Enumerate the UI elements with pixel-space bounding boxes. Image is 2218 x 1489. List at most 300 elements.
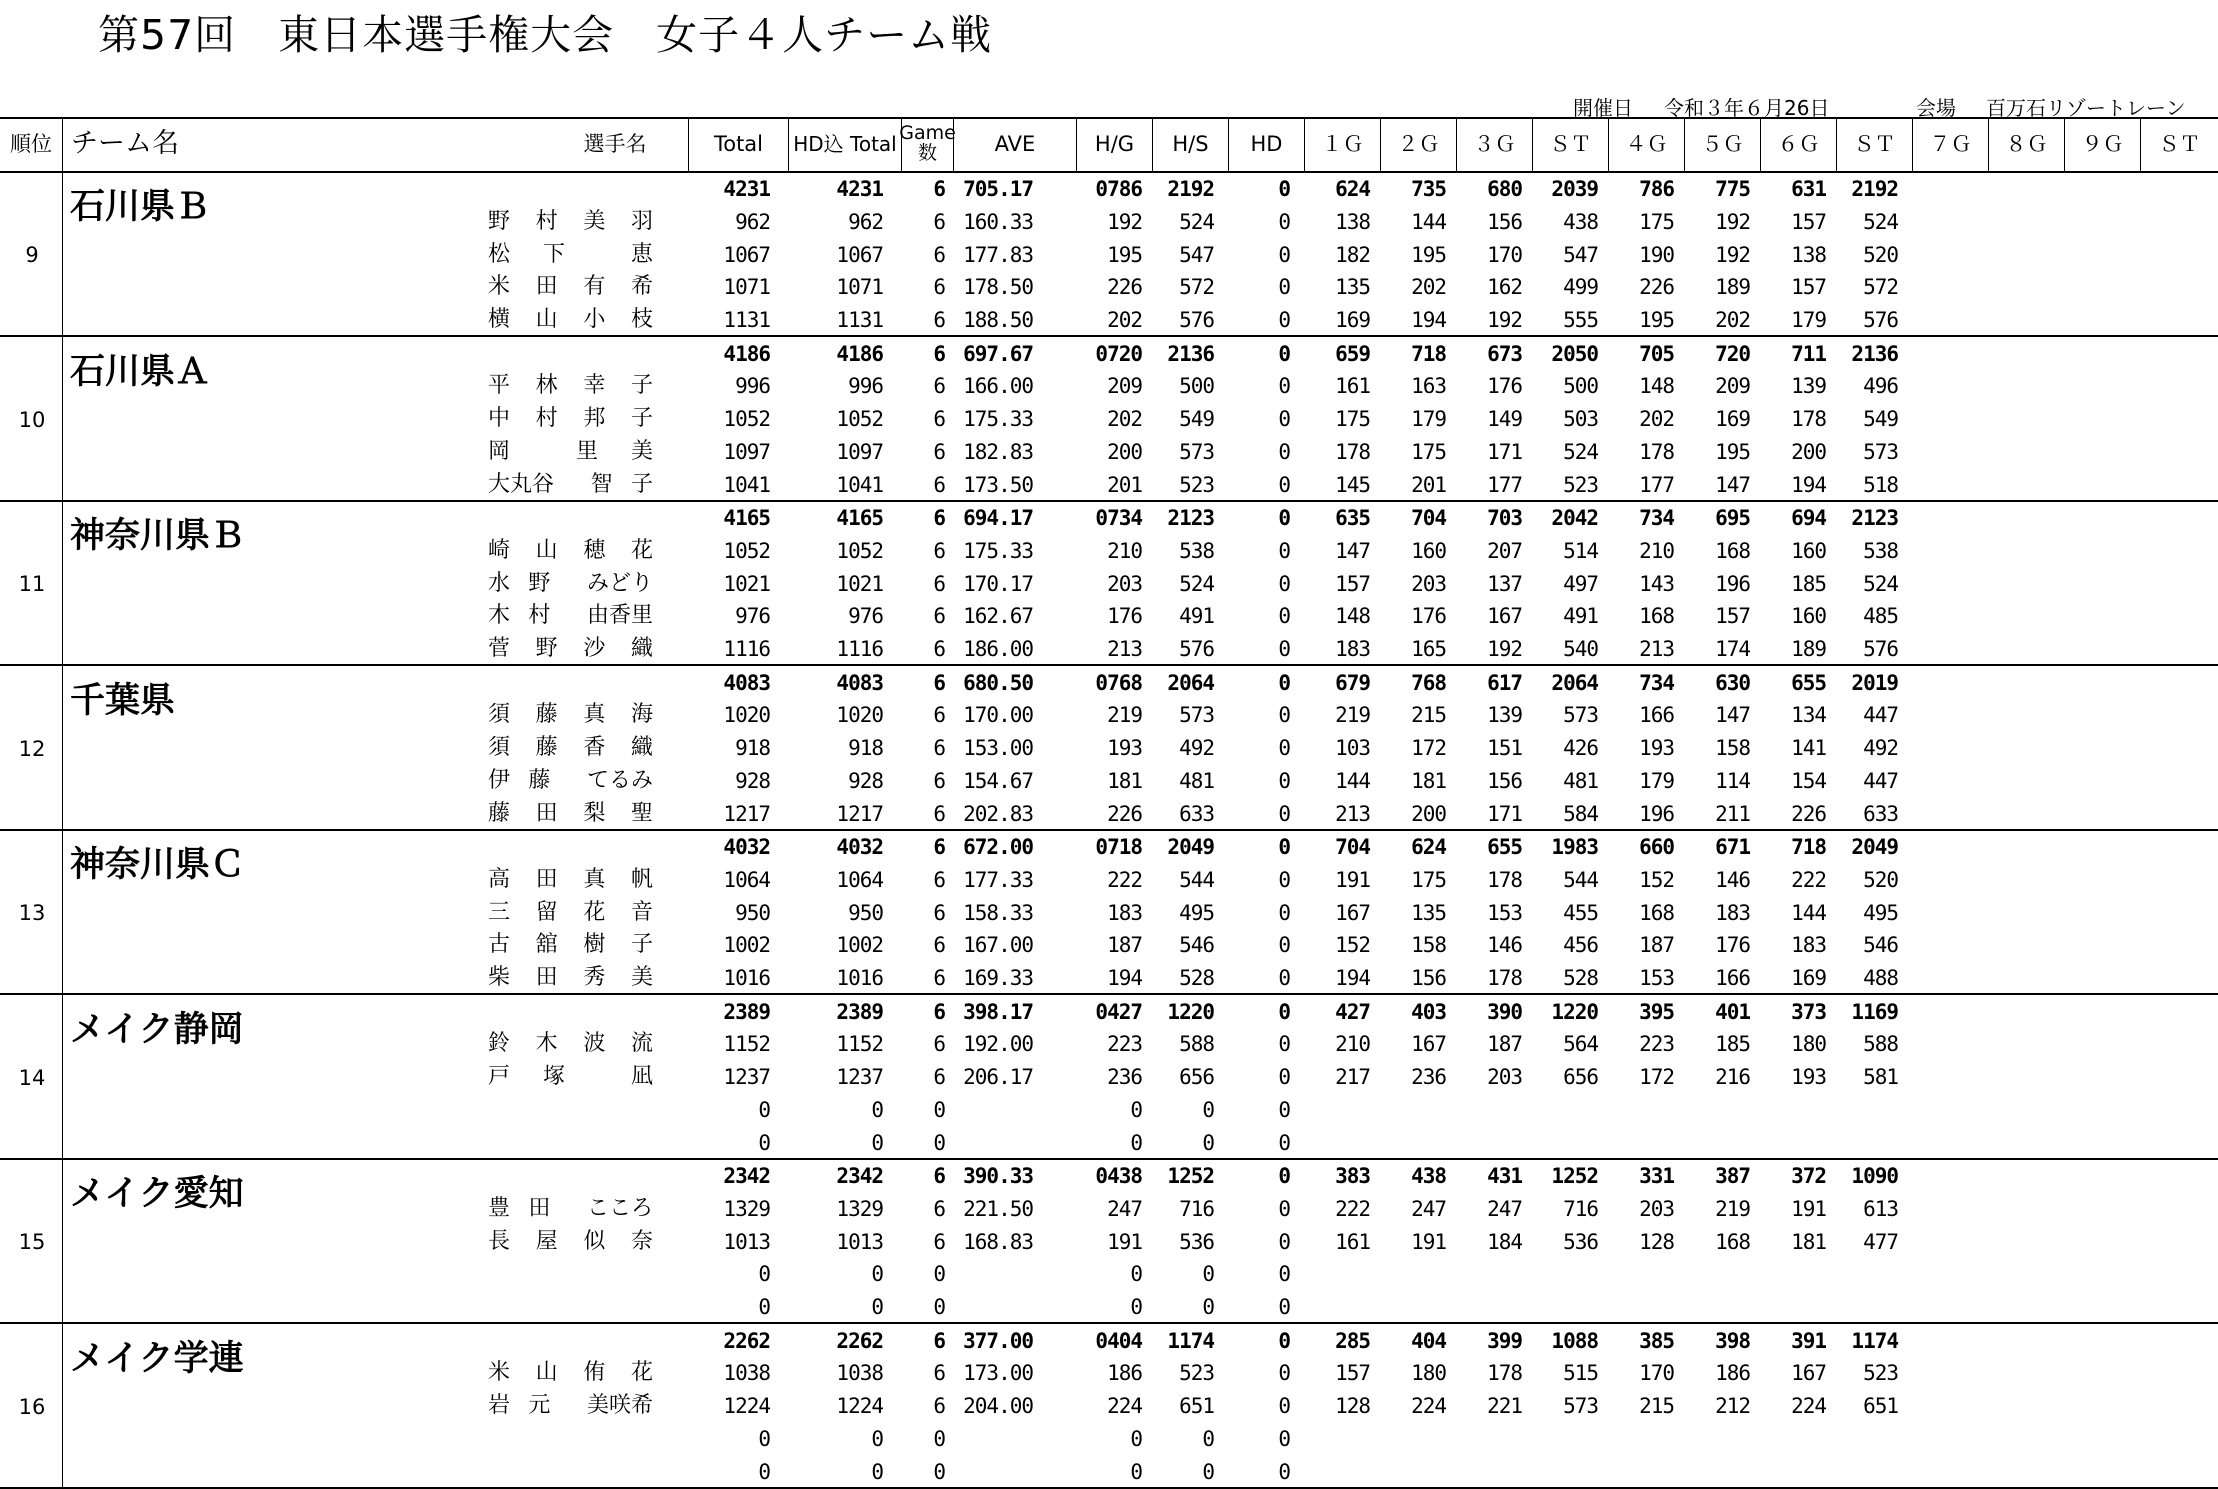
score-cell: 431 — [1487, 1164, 1522, 1188]
score-cell: 6 — [933, 341, 945, 366]
score-cell: 247 — [1487, 1196, 1522, 1221]
score-cell: 215 — [1411, 703, 1446, 728]
score-cell: 0 — [933, 1097, 945, 1122]
score-cell: 187 — [1107, 933, 1142, 958]
score-cell: 1021 — [723, 571, 770, 596]
team-total-row — [0, 1325, 2218, 1357]
score-cell: 0 — [1278, 703, 1290, 728]
player-name-part: 邦 — [583, 406, 606, 432]
header-hd: HD — [1228, 117, 1304, 171]
score-cell: 161 — [1335, 1229, 1370, 1254]
score-cell: 1071 — [836, 275, 883, 300]
score-cell: 703 — [1487, 506, 1522, 530]
score-cell: 0 — [1278, 736, 1290, 761]
score-cell: 171 — [1487, 439, 1522, 464]
score-cell: 178 — [1487, 966, 1522, 991]
score-cell: 576 — [1179, 637, 1214, 662]
player-name-part: 希 — [630, 274, 653, 300]
score-cell: 0 — [1278, 933, 1290, 958]
score-cell: 962 — [848, 209, 883, 234]
score-cell: 203 — [1411, 571, 1446, 596]
player-row — [0, 1127, 2218, 1159]
score-cell: 390 — [1487, 999, 1522, 1024]
score-cell: 1237 — [723, 1065, 770, 1090]
score-cell: 4231 — [836, 177, 883, 201]
score-cell: 495 — [1179, 900, 1214, 925]
score-cell: 2136 — [1167, 341, 1214, 366]
score-cell: 0 — [1278, 571, 1290, 596]
score-cell: 633 — [1863, 801, 1898, 826]
score-cell: 390.33 — [963, 1164, 1033, 1188]
score-cell: 1002 — [836, 933, 883, 958]
player-name-part: 田 — [528, 1195, 551, 1221]
score-cell: 1041 — [836, 472, 883, 497]
score-cell: 373 — [1791, 999, 1826, 1024]
score-cell: 179 — [1639, 768, 1674, 793]
score-cell: 503 — [1563, 407, 1598, 432]
score-cell: 219 — [1715, 1196, 1750, 1221]
score-cell: 524 — [1863, 209, 1898, 234]
player-name-part: 美 — [630, 438, 653, 464]
player-name-part: 侑 — [583, 1360, 606, 1386]
player-name-part: 元 — [528, 1393, 551, 1419]
score-cell: 976 — [735, 604, 770, 629]
score-cell: 0 — [1278, 374, 1290, 399]
player-name-part: 田 — [535, 274, 558, 300]
team-total-row — [0, 667, 2218, 699]
score-cell: 192 — [1715, 242, 1750, 267]
score-cell: 174 — [1715, 637, 1750, 662]
player-name-part: 藤 — [488, 800, 511, 826]
player-row — [0, 732, 2218, 764]
score-cell: 165 — [1411, 637, 1446, 662]
score-cell: 680 — [1487, 177, 1522, 201]
score-cell: 383 — [1335, 1164, 1370, 1188]
score-cell: 635 — [1335, 506, 1370, 530]
score-cell: 524 — [1863, 571, 1898, 596]
score-cell: 147 — [1715, 703, 1750, 728]
score-cell: 147 — [1335, 538, 1370, 563]
score-cell: 152 — [1335, 933, 1370, 958]
score-cell: 206.17 — [963, 1065, 1033, 1090]
score-cell: 572 — [1863, 275, 1898, 300]
score-cell: 950 — [848, 900, 883, 925]
player-name — [488, 699, 653, 731]
player-name-part: 古 — [488, 932, 511, 958]
player-name — [488, 436, 653, 468]
score-cell: 547 — [1179, 242, 1214, 267]
score-cell: 0 — [1202, 1295, 1214, 1320]
player-name-part: 屋 — [535, 1228, 558, 1254]
score-cell: 226 — [1639, 275, 1674, 300]
header-ave: AVE — [953, 117, 1076, 171]
score-cell: 1116 — [723, 637, 770, 662]
team-name: メイク愛知 — [70, 1174, 244, 1214]
score-cell: 6 — [933, 1394, 945, 1419]
player-name-part: 村 — [528, 603, 551, 629]
score-cell: 177.83 — [963, 242, 1033, 267]
player-name-part: 恵 — [630, 241, 653, 267]
team-block — [0, 667, 2218, 831]
score-cell: 500 — [1179, 374, 1214, 399]
score-cell: 0 — [1278, 1394, 1290, 1419]
score-cell: 0 — [871, 1459, 883, 1484]
score-cell: 491 — [1179, 604, 1214, 629]
score-cell: 182.83 — [963, 439, 1033, 464]
player-name-part: 藤 — [528, 767, 551, 793]
score-cell: 172 — [1639, 1065, 1674, 1090]
score-cell: 518 — [1863, 472, 1898, 497]
score-cell: 181 — [1791, 1229, 1826, 1254]
score-cell: 734 — [1639, 670, 1674, 695]
score-cell: 6 — [933, 407, 945, 432]
score-cell: 524 — [1563, 439, 1598, 464]
score-cell: 391 — [1791, 1328, 1826, 1353]
player-row — [0, 1258, 2218, 1290]
team-total-row — [0, 996, 2218, 1028]
player-name-part: 村 — [535, 208, 558, 234]
score-cell: 572 — [1179, 275, 1214, 300]
player-name-part: 子 — [630, 406, 653, 432]
score-cell: 4231 — [723, 177, 770, 201]
player-row — [0, 699, 2218, 731]
score-cell: 167.00 — [963, 933, 1033, 958]
team-total-row — [0, 502, 2218, 534]
score-cell: 6 — [933, 637, 945, 662]
score-cell: 6 — [933, 472, 945, 497]
player-name — [488, 864, 653, 896]
score-cell: 549 — [1179, 407, 1214, 432]
score-cell: 2019 — [1851, 670, 1898, 695]
score-cell: 576 — [1863, 637, 1898, 662]
score-cell: 633 — [1179, 801, 1214, 826]
score-cell: 202 — [1107, 407, 1142, 432]
score-cell: 0 — [871, 1130, 883, 1155]
score-cell: 0 — [1130, 1295, 1142, 1320]
score-cell: 186 — [1107, 1361, 1142, 1386]
score-cell: 187 — [1639, 933, 1674, 958]
score-cell: 1169 — [1851, 999, 1898, 1024]
score-cell: 210 — [1107, 538, 1142, 563]
score-cell: 0 — [1278, 1097, 1290, 1122]
score-cell: 2064 — [1551, 670, 1598, 695]
player-row — [0, 600, 2218, 632]
score-cell: 222 — [1791, 867, 1826, 892]
score-cell: 624 — [1411, 835, 1446, 859]
score-cell: 427 — [1335, 999, 1370, 1024]
score-cell: 195 — [1639, 308, 1674, 333]
score-cell: 0438 — [1095, 1164, 1142, 1188]
header-hs: H/S — [1152, 117, 1228, 171]
player-name-part: 塚 — [543, 1064, 566, 1090]
score-cell: 500 — [1563, 374, 1598, 399]
player-name-part: 穂 — [583, 537, 606, 563]
player-name — [488, 962, 653, 994]
score-cell: 138 — [1335, 209, 1370, 234]
player-name-part: 長 — [488, 1228, 511, 1254]
score-cell: 659 — [1335, 341, 1370, 366]
score-cell: 488 — [1863, 966, 1898, 991]
score-cell: 181 — [1107, 768, 1142, 793]
score-cell: 0 — [1278, 900, 1290, 925]
score-cell: 387 — [1715, 1164, 1750, 1188]
player-name-part: 大丸谷 — [488, 471, 555, 497]
score-cell: 219 — [1107, 703, 1142, 728]
player-name-part: 村 — [535, 406, 558, 432]
score-cell: 492 — [1863, 736, 1898, 761]
player-name — [488, 1193, 653, 1225]
player-name-part: 崎 — [488, 537, 511, 563]
score-cell: 403 — [1411, 999, 1446, 1024]
score-cell: 192.00 — [963, 1032, 1033, 1057]
score-cell: 1329 — [723, 1196, 770, 1221]
score-cell: 477 — [1863, 1229, 1898, 1254]
score-cell: 158 — [1715, 736, 1750, 761]
player-name-part: 子 — [630, 932, 653, 958]
score-cell: 178 — [1487, 1361, 1522, 1386]
score-cell: 538 — [1179, 538, 1214, 563]
score-cell: 786 — [1639, 177, 1674, 201]
header-hd-total: HD込 Total — [788, 117, 901, 171]
score-cell: 168 — [1639, 604, 1674, 629]
score-cell: 213 — [1639, 637, 1674, 662]
score-cell: 187 — [1487, 1032, 1522, 1057]
player-name-part: 流 — [630, 1031, 653, 1057]
score-cell: 0 — [1278, 177, 1290, 201]
score-cell: 573 — [1563, 703, 1598, 728]
score-cell: 0 — [1278, 768, 1290, 793]
header-g1: １Ｇ — [1304, 117, 1380, 171]
player-row — [0, 765, 2218, 797]
score-cell: 447 — [1863, 768, 1898, 793]
score-cell: 680.50 — [963, 670, 1033, 695]
score-cell: 0 — [871, 1295, 883, 1320]
score-cell: 0 — [1202, 1130, 1214, 1155]
player-name-part: 林 — [535, 373, 558, 399]
score-cell: 160 — [1791, 604, 1826, 629]
score-cell: 193 — [1791, 1065, 1826, 1090]
score-cell: 976 — [848, 604, 883, 629]
team-name: 千葉県 — [70, 680, 176, 721]
score-cell: 143 — [1639, 571, 1674, 596]
header-g6: ６Ｇ — [1760, 117, 1836, 171]
score-cell: 617 — [1487, 670, 1522, 695]
date-value: 令和３年６月26日 — [1664, 96, 1830, 120]
score-cell: 0 — [1278, 867, 1290, 892]
header-rank: 順位 — [10, 131, 52, 156]
score-cell: 175 — [1639, 209, 1674, 234]
score-cell: 996 — [735, 374, 770, 399]
score-cell: 2389 — [836, 999, 883, 1024]
player-name — [488, 403, 653, 435]
score-cell: 1252 — [1167, 1164, 1214, 1188]
score-cell: 0 — [1202, 1097, 1214, 1122]
player-name-part: 須 — [488, 735, 511, 761]
score-cell: 6 — [933, 571, 945, 596]
score-cell: 0 — [1278, 341, 1290, 366]
team-rank: 9 — [25, 243, 39, 267]
score-cell: 481 — [1563, 768, 1598, 793]
player-name-part: 由香里 — [586, 603, 653, 629]
player-name — [488, 271, 653, 303]
score-cell: 189 — [1791, 637, 1826, 662]
score-cell: 1064 — [836, 867, 883, 892]
player-name-part: 平 — [488, 373, 511, 399]
header-g9: ９Ｇ — [2064, 117, 2140, 171]
score-cell: 524 — [1179, 209, 1214, 234]
score-cell: 192 — [1487, 637, 1522, 662]
score-cell: 928 — [848, 768, 883, 793]
score-cell: 540 — [1563, 637, 1598, 662]
header-total: Total — [688, 117, 788, 171]
score-cell: 1152 — [836, 1032, 883, 1057]
score-cell: 705.17 — [963, 177, 1033, 201]
score-cell: 4032 — [836, 835, 883, 859]
score-cell: 6 — [933, 1328, 945, 1353]
score-cell: 160.33 — [963, 209, 1033, 234]
score-cell: 656 — [1563, 1065, 1598, 1090]
score-cell: 0 — [1278, 999, 1290, 1024]
header-g2: ２Ｇ — [1380, 117, 1456, 171]
player-row — [0, 633, 2218, 665]
score-cell: 196 — [1639, 801, 1674, 826]
score-cell: 195 — [1411, 242, 1446, 267]
player-row — [0, 370, 2218, 402]
player-row — [0, 1291, 2218, 1323]
score-cell: 6 — [933, 506, 945, 530]
player-name — [488, 897, 653, 929]
score-cell: 1097 — [723, 439, 770, 464]
score-cell: 499 — [1563, 275, 1598, 300]
player-row — [0, 239, 2218, 271]
score-cell: 496 — [1863, 374, 1898, 399]
score-cell: 178 — [1791, 407, 1826, 432]
score-cell: 2192 — [1851, 177, 1898, 201]
score-cell: 147 — [1715, 472, 1750, 497]
score-cell: 1220 — [1167, 999, 1214, 1024]
team-rank: 16 — [18, 1394, 46, 1419]
score-cell: 524 — [1179, 571, 1214, 596]
score-cell: 515 — [1563, 1361, 1598, 1386]
score-cell: 0 — [1278, 1426, 1290, 1451]
score-cell: 377.00 — [963, 1328, 1033, 1353]
team-total-row — [0, 338, 2218, 370]
player-name-part: 海 — [630, 702, 653, 728]
score-cell: 2042 — [1551, 506, 1598, 530]
player-row — [0, 1456, 2218, 1488]
score-cell: 1013 — [723, 1229, 770, 1254]
player-name-part: 藤 — [535, 702, 558, 728]
score-cell: 588 — [1179, 1032, 1214, 1057]
score-cell: 146 — [1487, 933, 1522, 958]
score-cell: 1071 — [723, 275, 770, 300]
score-cell: 226 — [1107, 801, 1142, 826]
player-name-part: 真 — [583, 702, 606, 728]
score-cell: 1016 — [723, 966, 770, 991]
score-cell: 178 — [1335, 439, 1370, 464]
header-g7: ７Ｇ — [1912, 117, 1988, 171]
team-block — [0, 1160, 2218, 1324]
score-cell: 573 — [1863, 439, 1898, 464]
team-name: メイク学連 — [70, 1338, 244, 1379]
player-name-part: 波 — [583, 1031, 606, 1057]
score-cell: 1088 — [1551, 1328, 1598, 1353]
score-cell: 139 — [1487, 703, 1522, 728]
score-cell: 203 — [1107, 571, 1142, 596]
score-cell: 152 — [1639, 867, 1674, 892]
score-cell: 1020 — [723, 703, 770, 728]
player-name — [488, 1061, 653, 1093]
player-name-part: 梨 — [583, 800, 606, 826]
score-cell: 1016 — [836, 966, 883, 991]
score-cell: 141 — [1791, 736, 1826, 761]
score-cell: 1052 — [836, 407, 883, 432]
player-name-part: 藤 — [535, 735, 558, 761]
player-name-part: 伊 — [488, 767, 511, 793]
score-cell: 720 — [1715, 341, 1750, 366]
score-cell: 202 — [1639, 407, 1674, 432]
score-cell: 223 — [1639, 1032, 1674, 1057]
score-cell: 194 — [1107, 966, 1142, 991]
score-cell: 6 — [933, 374, 945, 399]
score-cell: 0 — [1278, 209, 1290, 234]
score-cell: 156 — [1411, 966, 1446, 991]
score-cell: 157 — [1791, 209, 1826, 234]
score-cell: 573 — [1179, 703, 1214, 728]
score-cell: 660 — [1639, 835, 1674, 859]
score-cell: 213 — [1107, 637, 1142, 662]
score-cell: 157 — [1791, 275, 1826, 300]
score-cell: 655 — [1487, 835, 1522, 859]
score-cell: 1174 — [1167, 1328, 1214, 1353]
score-cell: 555 — [1563, 308, 1598, 333]
score-cell: 0 — [1202, 1426, 1214, 1451]
score-cell: 103 — [1335, 736, 1370, 761]
player-name-part: 智 — [590, 471, 613, 497]
score-cell: 495 — [1863, 900, 1898, 925]
player-name-part: 音 — [630, 899, 653, 925]
player-name-part: 野 — [535, 636, 558, 662]
player-row — [0, 1357, 2218, 1389]
score-cell: 581 — [1863, 1065, 1898, 1090]
player-name-part: 花 — [583, 899, 606, 925]
score-cell: 192 — [1107, 209, 1142, 234]
player-row — [0, 929, 2218, 961]
score-cell: 0 — [1278, 1229, 1290, 1254]
score-cell: 0 — [1130, 1459, 1142, 1484]
score-cell: 175 — [1411, 867, 1446, 892]
score-cell: 6 — [933, 1196, 945, 1221]
score-cell: 4186 — [836, 341, 883, 366]
score-cell: 166.00 — [963, 374, 1033, 399]
player-row — [0, 1094, 2218, 1126]
score-cell: 1041 — [723, 472, 770, 497]
score-cell: 0768 — [1095, 670, 1142, 695]
score-cell: 1020 — [836, 703, 883, 728]
team-divider — [0, 1487, 2218, 1489]
score-cell: 169.33 — [963, 966, 1033, 991]
score-cell: 718 — [1411, 341, 1446, 366]
player-name-part: てるみ — [586, 767, 653, 793]
score-cell: 4083 — [723, 670, 770, 695]
player-name-part: 鈴 — [488, 1031, 511, 1057]
score-cell: 157 — [1715, 604, 1750, 629]
score-cell: 202.83 — [963, 801, 1033, 826]
score-cell: 149 — [1487, 407, 1522, 432]
score-cell: 170.00 — [963, 703, 1033, 728]
team-rank: 10 — [18, 407, 46, 432]
player-name-part: 田 — [535, 866, 558, 892]
